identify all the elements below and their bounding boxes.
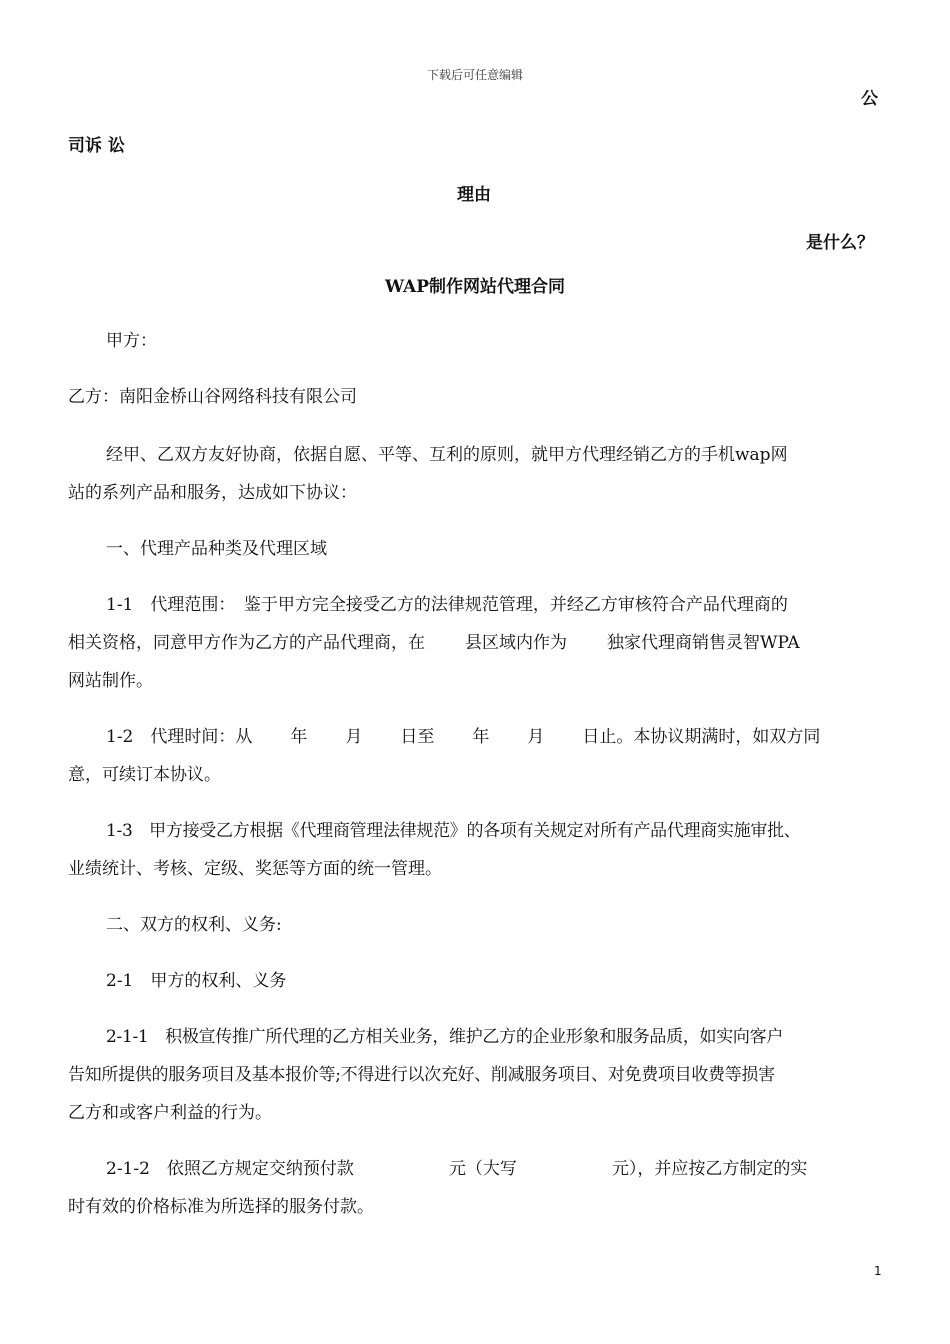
party-b: 乙方：南阳金桥山谷网络科技有限公司 <box>68 387 357 407</box>
clause-2-1-1: 2-1-1 积极宣传推广所代理的乙方相关业务，维护乙方的企业形象和服务品质，如实向客户 告知所提供的服务项目及基本报价等;不得进行以次充好、削减服务项目、对免费项目收费等损害 乙方和或客户利益的行为。 <box>68 1027 784 1123</box>
heading-liyou: 理由 <box>457 185 491 205</box>
intro-paragraph: 经甲、乙双方友好协商，依据自愿、平等、互利的原则，就甲方代理经销乙方的手机wap网 站的系列产品和服务，达成如下协议： <box>68 445 788 503</box>
heading-shishenme: 是什么？ <box>806 233 874 253</box>
clause-1-3: 1-3 甲方接受乙方根据《代理商管理法律规范》的各项有关规定对所有产品代理商实施审批、 业绩统计、考核、定级、奖惩等方面的统一管理。 <box>68 821 801 879</box>
section-1-title: 一、代理产品种类及代理区域 <box>106 539 327 559</box>
heading-gong: 公 <box>861 89 878 109</box>
contract-title: WAP制作网站代理合同 <box>385 277 565 297</box>
clause-1-2: 1-2 代理时间：从 年 月 日至 年 月 日止。本协议期满时，如双方同 意，可续订本协议。 <box>68 727 821 785</box>
clause-2-1-2: 2-1-2 依照乙方规定交纳预付款 元（大写 元），并应按乙方制定的实 时有效的价格标准为所选择的服务付款。 <box>68 1159 808 1217</box>
page-number: 1 <box>874 1264 882 1278</box>
header-note: 下载后可任意编辑 <box>426 68 523 82</box>
section-2-title: 二、双方的权利、义务: <box>106 915 282 935</box>
heading-sisong: 司诉 讼 <box>68 136 125 156</box>
clause-1-1: 1-1 代理范围： 鉴于甲方完全接受乙方的法律规范管理，并经乙方审核符合产品代理商的 相关资格，同意甲方作为乙方的产品代理商，在 县区域内作为 独家代理商销售灵智WPA 网站制作。 <box>68 595 800 691</box>
party-a: 甲方： <box>106 331 157 351</box>
clause-2-1: 2-1 甲方的权利、义务 <box>106 971 287 991</box>
